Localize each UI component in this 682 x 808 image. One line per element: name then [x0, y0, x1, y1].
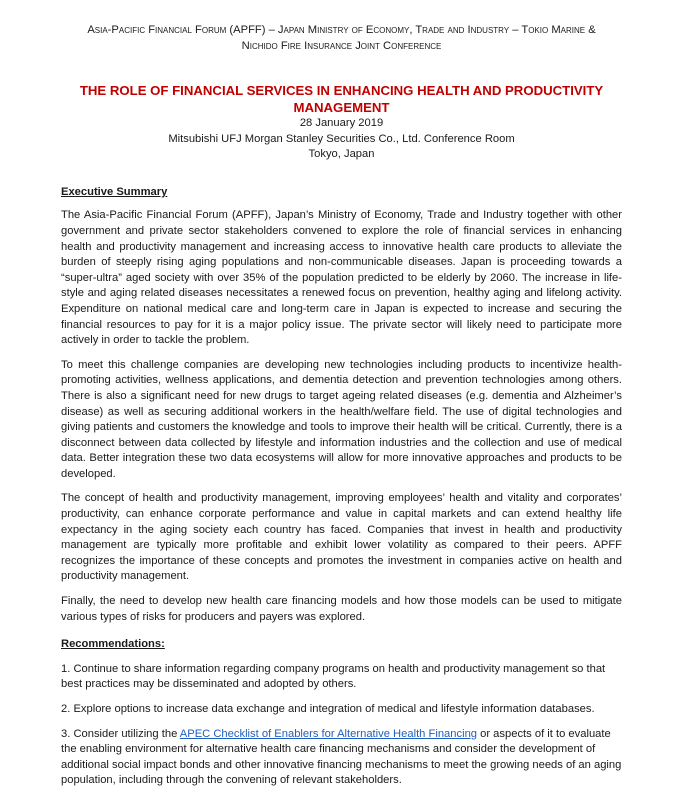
recommendation-3 — [61, 727, 622, 789]
header-line-2: Nichido Fire Insurance Joint Conference — [241, 40, 442, 52]
recommendations-heading: Recommendations: — [61, 638, 165, 651]
title-line-1: THE ROLE OF FINANCIAL SERVICES IN ENHANCING HEALTH AND PRODUCTIVITY — [79, 83, 604, 98]
event-location: Tokyo, Japan — [308, 148, 375, 161]
recommendation-3-suffix: or aspects of it to evaluate the enabling environment for alternative health care financing mechanisms and consider the development of additional social impact bonds and other innovative financing mechanisms to meet the growing needs of an aging population, including through the convening of relevant stakeholders. — [61, 727, 622, 787]
executive-summary-heading: Executive Summary — [61, 185, 168, 198]
event-venue: Mitsubishi UFJ Morgan Stanley Securities Co., Ltd. Conference Room — [168, 132, 515, 145]
apec-checklist-link[interactable]: APEC Checklist of Enablers for Alternative Health Financing — [179, 727, 478, 740]
summary-paragraph-1: The Asia-Pacific Financial Forum (APFF), Japan’s Ministry of Economy, Trade and Industry together with other government and private sector stakeholders convened to explore the role of financial services in enhancing health and productivity management and increasing access to innovative health care products to alleviate the burden of steeply rising aging populations and non-communicable diseases. Japan is proceeding towards a “super-ultra” aged society with over 35% of the population predicted to be elderly by 2060. The increase in life-style and aging related diseases necessitates a renewed focus on prevention, healthy aging and lifelong activity. Expenditure on national medical care and long-term care in Japan is expected to increase and securing the financial resources to pay for it is a major policy issue. The private sector will likely need to participate more actively in order to tackle the problem. — [61, 209, 622, 347]
header-line-1: Asia-Pacific Financial Forum (APFF) – Japan Ministry of Economy, Trade and Industry – Tokio Marine & — [87, 24, 596, 36]
event-date: 28 January 2019 — [299, 117, 384, 129]
title-line-2: MANAGEMENT — [293, 100, 390, 115]
recommendation-3-prefix: 3. Consider utilizing the — [61, 727, 180, 740]
recommendation-1: 1. Continue to share information regarding company programs on health and productivity management so that best practices may be disseminated and adopted by others. — [61, 662, 606, 691]
summary-paragraph-3: The concept of health and productivity management, improving employees’ health and vitality and corporates’ productivity, can enhance corporate performance and value in capital markets and can extend healthy life expectancy in the aging society each country has faced. Companies that invest in health and productivity management are typically more profitable and exhibit lower volatility as compared to their peers. APFF recognizes the importance of these concepts and promotes the investment in companies active on health and productivity management. — [61, 492, 622, 583]
recommendation-2: 2. Explore options to increase data exchange and integration of medical and lifestyle information databases. — [61, 703, 595, 715]
conference-header — [61, 22, 622, 54]
document-title — [61, 82, 622, 116]
summary-paragraph-2: To meet this challenge companies are developing new technologies including products to incentivize health-promoting activities, wellness applications, and dementia detection and prevention technologies among others. There is also a significant need for new drugs to target ageing related diseases (e.g. dementia and Alzheimer’s disease) as well as securing additional workers in the health/welfare field. The use of digital technologies and giving patients and customers the knowledge and tools to improve their health will be critical. Currently, there is a disconnect between data collected by lifestyle and information industries and the collection and use of medical data. Better integration these two data ecosystems will allow for more innovative approaches and products to be developed. — [61, 358, 622, 480]
summary-paragraph-4: Finally, the need to develop new health care financing models and how those models can be used to mitigate various types of risks for producers and payers was explored. — [61, 595, 622, 623]
